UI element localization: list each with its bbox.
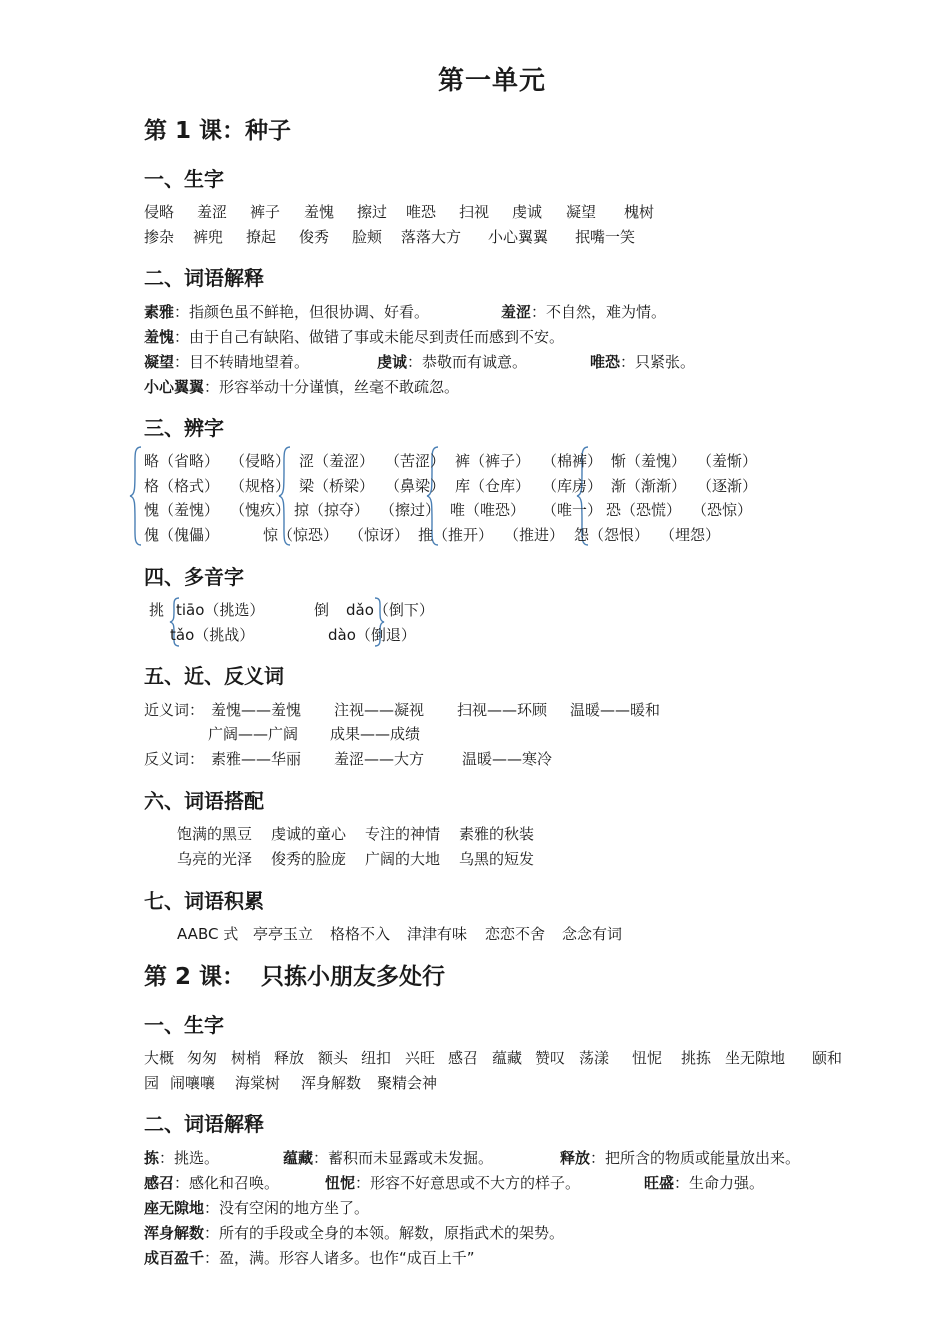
word: 俊秀	[299, 228, 330, 246]
word: 虔诚	[512, 203, 543, 221]
definition-text: ：盈，满。形容人诸多。也作“成百上千”	[204, 1249, 475, 1267]
definition	[144, 1248, 475, 1268]
collocation: 专注的神情	[365, 825, 441, 843]
word: 蕴藏	[492, 1049, 523, 1067]
definition-term: 蕴藏	[283, 1149, 314, 1167]
distinguish-entry: （鼻梁）	[385, 477, 446, 495]
word: 浑身解数	[301, 1074, 362, 1092]
definition-term: 羞涩	[501, 303, 532, 321]
definition-text: ：挑选。	[159, 1149, 220, 1167]
idiom: 恋恋不舍	[485, 925, 546, 943]
definition	[144, 1148, 219, 1168]
distinguish-entry: 库（仓库）	[455, 477, 531, 495]
word: 纽扣	[361, 1049, 392, 1067]
definition	[501, 302, 666, 322]
word: 擦过	[357, 203, 388, 221]
page-title: 第一单元	[438, 66, 547, 96]
word: 坐无隙地	[725, 1049, 786, 1067]
distinguish-entry: 梁（桥梁）	[299, 477, 375, 495]
word: 树梢	[231, 1049, 262, 1067]
distinguish-entry: 怨（怨恨）	[574, 526, 650, 544]
word: 颐和	[812, 1049, 843, 1067]
section-heading-polyphonic: 四、多音字	[144, 565, 244, 589]
definition-text: ：指颜色虽不鲜艳，但很协调、好看。	[174, 303, 430, 321]
definition-term: 浑身解数	[144, 1224, 205, 1242]
distinguish-entry: （擦过）	[380, 501, 441, 519]
distinguish-entry: （侵略）	[230, 452, 291, 470]
definition-term: 忸怩	[325, 1174, 356, 1192]
definition-text: ：目不转睛地望着。	[174, 353, 310, 371]
distinguish-entry: （库房）	[542, 477, 603, 495]
definition-text: ：形容举动十分谨慎，丝毫不敢疏忽。	[204, 378, 460, 396]
word: 羞愧	[304, 203, 335, 221]
idiom: 亭亭玉立	[253, 925, 314, 943]
section-heading-synonyms: 五、近、反义词	[144, 664, 284, 688]
definition-text: ：所有的手段或全身的本领。解数，原指武术的架势。	[204, 1224, 565, 1242]
synonym-label: 近义词：	[144, 701, 205, 719]
idiom: 念念有词	[562, 925, 623, 943]
word: 凝望	[566, 203, 597, 221]
pinyin-reading: tǎo（挑战）	[170, 626, 255, 644]
distinguish-entry: 涩（羞涩）	[299, 452, 375, 470]
distinguish-entry: （惊讶）	[349, 526, 410, 544]
lesson-1-title: 第 1 课：种子	[144, 118, 292, 144]
definition-text: ：生命力强。	[674, 1174, 765, 1192]
word: 羞涩	[197, 203, 228, 221]
definition	[325, 1173, 580, 1193]
definition-term: 感召	[144, 1174, 175, 1192]
word: 唯恐	[406, 203, 437, 221]
idiom: 津津有味	[407, 925, 468, 943]
collocation: 虔诚的童心	[271, 825, 347, 843]
definition-text: ：感化和召唤。	[174, 1174, 280, 1192]
word-pair: 广阔——广阔	[208, 725, 299, 743]
word: 裤子	[250, 203, 281, 221]
collocation: 俊秀的脸庞	[271, 850, 347, 868]
definition-text: ：由于自己有缺陷、做错了事或未能尽到责任而感到不安。	[174, 328, 565, 346]
definition-text: ：只紧张。	[620, 353, 696, 371]
antonym-label: 反义词：	[144, 750, 205, 768]
word-pair: 素雅——华丽	[211, 750, 302, 768]
collocation: 素雅的秋装	[459, 825, 535, 843]
definition	[283, 1148, 493, 1168]
word-pair: 温暖——暖和	[570, 701, 661, 719]
definition	[144, 302, 429, 322]
distinguish-entry: 渐（渐渐）	[611, 477, 687, 495]
definition-text: ：把所含的物质或能量放出来。	[590, 1149, 801, 1167]
word: 闹嚷嚷	[170, 1074, 216, 1092]
word-pair: 羞涩——大方	[334, 750, 425, 768]
section-heading-characters: 一、生字	[144, 1013, 224, 1037]
word: 挑拣	[681, 1049, 712, 1067]
word: 裤兜	[193, 228, 224, 246]
word-pair: 温暖——寒冷	[462, 750, 553, 768]
collocation: 饱满的黑豆	[177, 825, 253, 843]
distinguish-entry: 裤（裤子）	[455, 452, 531, 470]
definition	[560, 1148, 800, 1168]
word: 释放	[274, 1049, 305, 1067]
word: 小心翼翼	[488, 228, 549, 246]
definition-text: ：不自然，难为情。	[531, 303, 667, 321]
definition	[144, 377, 459, 397]
definition	[644, 1173, 764, 1193]
section-heading-definitions: 二、词语解释	[144, 266, 264, 290]
word: 大概	[144, 1049, 175, 1067]
distinguish-entry: 格（格式）	[144, 477, 220, 495]
definition-text: ：没有空闲的地方坐了。	[204, 1199, 370, 1217]
definition-term: 拣	[144, 1149, 160, 1167]
distinguish-entry: 略（省略）	[144, 452, 220, 470]
collocation: 乌亮的光泽	[177, 850, 253, 868]
word: 抿嘴一笑	[575, 228, 636, 246]
definition	[144, 1198, 369, 1218]
definition	[377, 352, 527, 372]
distinguish-entry: （埋怨）	[660, 526, 721, 544]
word: 额头	[318, 1049, 349, 1067]
definition	[144, 1223, 564, 1243]
distinguish-entry: 掠（掠夺）	[294, 501, 370, 519]
section-heading-definitions: 二、词语解释	[144, 1112, 264, 1136]
definition-text: ：蓄积而未显露或未发掘。	[313, 1149, 494, 1167]
word: 园	[144, 1074, 160, 1092]
distinguish-entry: 惊（惊恐）	[263, 526, 339, 544]
distinguish-entry: （羞惭）	[697, 452, 758, 470]
definition-term: 座无隙地	[144, 1199, 205, 1217]
polyphonic-char: 倒	[314, 601, 330, 619]
lesson-2-title: 第 2 课： 只拣小朋友多处行	[144, 964, 446, 990]
distinguish-entry: （逐渐）	[697, 477, 758, 495]
word: 侵略	[144, 203, 175, 221]
definition-text: ：形容不好意思或不大方的样子。	[355, 1174, 581, 1192]
word: 落落大方	[401, 228, 462, 246]
distinguish-entry: 唯（唯恐）	[450, 501, 526, 519]
word: 匆匆	[187, 1049, 218, 1067]
word-pair: 羞愧——羞愧	[211, 701, 302, 719]
word: 聚精会神	[377, 1074, 438, 1092]
definition-term: 唯恐	[590, 353, 621, 371]
pinyin-reading: dǎo（倒下）	[346, 601, 434, 619]
word: 掺杂	[144, 228, 175, 246]
word: 感召	[448, 1049, 479, 1067]
distinguish-entry: 惭（羞愧）	[611, 452, 687, 470]
definition-term: 羞愧	[144, 328, 175, 346]
distinguish-entry: （唯一）	[542, 501, 603, 519]
distinguish-entry: （推进）	[504, 526, 565, 544]
definition-term: 虔诚	[377, 353, 408, 371]
distinguish-entry: （恐惊）	[692, 501, 753, 519]
pinyin-reading: tiāo（挑选）	[176, 601, 265, 619]
definition-term: 小心翼翼	[144, 378, 205, 396]
distinguish-entry: 恐（恐慌）	[606, 501, 682, 519]
word: 忸怩	[632, 1049, 663, 1067]
word-pair: 成果——成绩	[330, 725, 421, 743]
collocation: 乌黑的短发	[459, 850, 535, 868]
section-heading-distinguish: 三、辨字	[144, 416, 224, 440]
word: 脸颊	[352, 228, 383, 246]
definition	[144, 327, 564, 347]
word: 荡漾	[579, 1049, 610, 1067]
pinyin-reading: dào（倒退）	[328, 626, 416, 644]
definition-term: 素雅	[144, 303, 175, 321]
section-heading-accumulation: 七、词语积累	[144, 889, 264, 913]
polyphonic-char: 挑	[149, 601, 165, 619]
definition-term: 旺盛	[644, 1174, 675, 1192]
distinguish-entry: 愧（羞愧）	[144, 501, 220, 519]
definition-term: 凝望	[144, 353, 175, 371]
word: 兴旺	[405, 1049, 436, 1067]
word: 赞叹	[535, 1049, 566, 1067]
definition	[144, 352, 309, 372]
word: 槐树	[624, 203, 655, 221]
distinguish-entry: （规格）	[230, 477, 291, 495]
definition-text: ：恭敬而有诚意。	[407, 353, 528, 371]
word: 扫视	[459, 203, 490, 221]
idiom: AABC 式	[177, 925, 239, 943]
collocation: 广阔的大地	[365, 850, 441, 868]
distinguish-entry: 推（推开）	[418, 526, 494, 544]
section-heading-collocations: 六、词语搭配	[144, 789, 264, 813]
distinguish-entry: （苦涩）	[385, 452, 446, 470]
word-pair: 注视——凝视	[334, 701, 425, 719]
word: 撩起	[246, 228, 277, 246]
word: 海棠树	[235, 1074, 281, 1092]
definition-term: 成百盈千	[144, 1249, 205, 1267]
word-pair: 扫视——环顾	[457, 701, 548, 719]
definition	[590, 352, 695, 372]
brace-icon	[128, 445, 144, 547]
distinguish-entry: （棉裤）	[542, 452, 603, 470]
definition-term: 释放	[560, 1149, 591, 1167]
definition	[144, 1173, 279, 1193]
distinguish-entry: 傀（傀儡）	[144, 526, 220, 544]
section-heading-characters: 一、生字	[144, 167, 224, 191]
distinguish-entry: （愧疚）	[230, 501, 291, 519]
idiom: 格格不入	[330, 925, 391, 943]
